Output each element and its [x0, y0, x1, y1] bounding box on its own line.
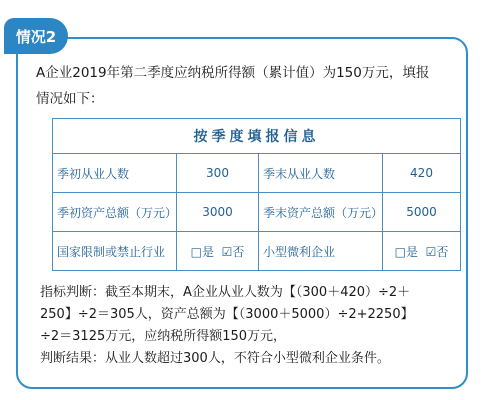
quarterly-filing-table [52, 118, 461, 271]
checkbox-yes: □是 [394, 244, 418, 259]
table-header: 按季度填报信息 [53, 119, 461, 154]
restricted-industry-options [177, 232, 259, 271]
table-cell: 420 [383, 154, 461, 193]
intro-text [36, 60, 456, 112]
table-cell: 季末从业人数 [259, 154, 383, 193]
table-cell: 5000 [383, 193, 461, 232]
checkbox-no-checked: ☑否 [221, 244, 245, 259]
table-cell: 季末资产总额（万元） [259, 193, 383, 232]
judgement-line-4: 判断结果：从业人数超过300人，不符合小型微利企业条件。 [40, 351, 390, 366]
table-row [53, 232, 461, 271]
case-tag: 情况2 [4, 18, 68, 54]
judgement-line-3: ÷2＝3125万元，应纳税所得额150万元， [40, 329, 287, 344]
checkbox-no-checked: ☑否 [425, 244, 449, 259]
judgement-line-1: 指标判断：截至本期末，A企业从业人数为【（300＋420）÷2＋ [40, 285, 411, 300]
intro-line-1: A企业2019年第二季度应纳税所得额（累计值）为150万元，填报 [36, 65, 430, 81]
checkbox-yes: □是 [190, 244, 214, 259]
table-cell: 3000 [177, 193, 259, 232]
small-micro-label: 小型微利企业 [259, 232, 383, 271]
table-cell: 季初资产总额（万元） [53, 193, 177, 232]
judgement-line-2: 250】÷2＝305人，资产总额为【（3000＋5000）÷2+2250】 [40, 307, 414, 322]
table-cell: 300 [177, 154, 259, 193]
table-cell: 季初从业人数 [53, 154, 177, 193]
small-micro-options [383, 232, 461, 271]
judgement-text [40, 282, 464, 370]
intro-line-2: 情况如下： [36, 91, 104, 107]
table-row [53, 193, 461, 232]
table-row [53, 154, 461, 193]
restricted-industry-label: 国家限制或禁止行业 [53, 232, 177, 271]
